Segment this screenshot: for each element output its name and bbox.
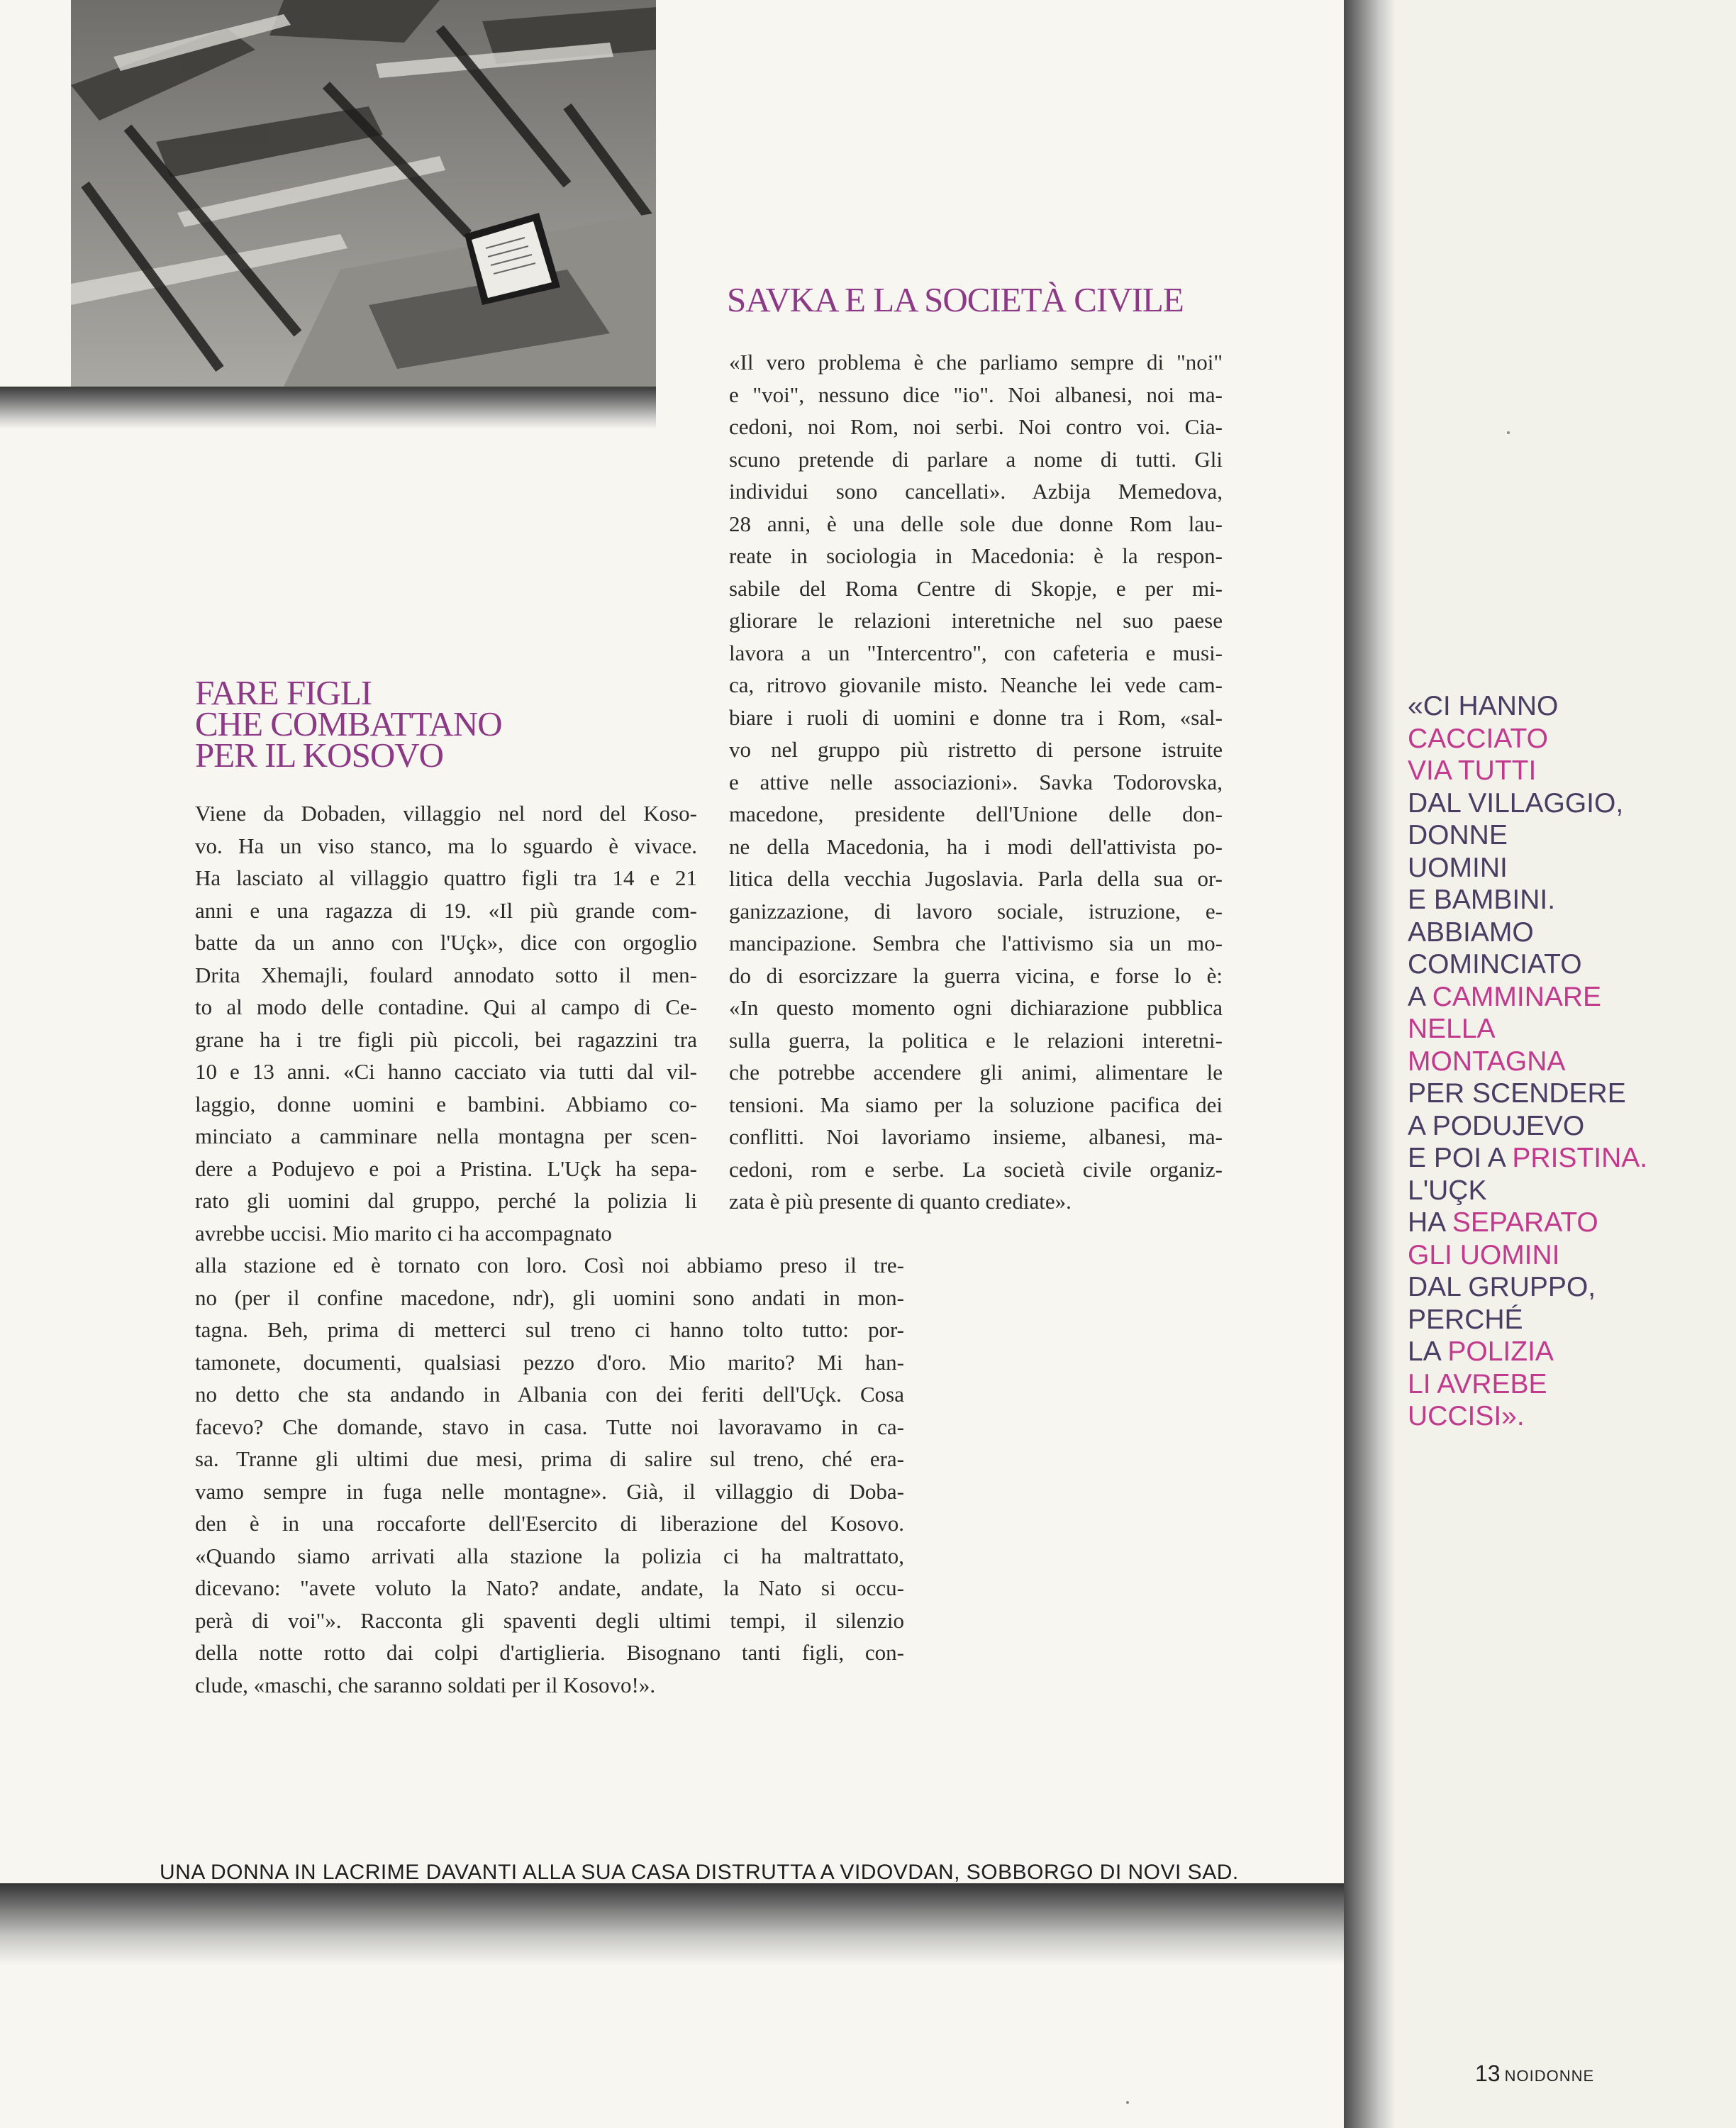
text-line: Drita Xhemajli, foulard annodato sotto il men-: [195, 962, 697, 987]
text-line: alla stazione ed è tornato con loro. Così noi abbiamo preso il tre-: [195, 1253, 904, 1278]
quote-line: [1408, 1400, 1713, 1433]
text-line: anni e una ragazza di 19. «Il più grande com-: [195, 897, 697, 923]
quote-highlight: POLIZIA: [1447, 1336, 1554, 1367]
quote-highlight: PRISTINA.: [1512, 1143, 1648, 1173]
quote-line: [1408, 884, 1713, 916]
text-line: «Il vero problema è che parliamo sempre di "noi": [729, 350, 1223, 375]
quote-text: E BAMBINI.: [1408, 885, 1556, 915]
quote-line: [1408, 1046, 1713, 1078]
text-line: biare i ruoli di uomini e donne tra i Rom, «sal-: [729, 704, 1223, 730]
quote-text: LA: [1408, 1336, 1448, 1367]
quote-text: HA: [1408, 1207, 1452, 1238]
quote-line: [1408, 1336, 1713, 1368]
article-savka-body: [729, 346, 1223, 1218]
text-line: grane ha i tre figli più piccoli, bei ragazzini tra: [195, 1026, 697, 1052]
quote-text: L'UÇK: [1408, 1175, 1487, 1206]
quote-highlight: SEPARATO: [1452, 1207, 1598, 1238]
text-line: reate in sociologia in Macedonia: è la respon-: [729, 543, 1223, 568]
text-line: macedone, presidente dell'Unione delle don-: [729, 802, 1223, 826]
text-line: vo. Ha un viso stanco, ma lo sguardo è vivace.: [195, 833, 697, 858]
text-line: avrebbe uccisi. Mio marito ci ha accompagnato: [195, 1220, 612, 1246]
pull-quote: [1408, 690, 1713, 1433]
quote-line: [1408, 1271, 1713, 1304]
quote-line: [1408, 1175, 1713, 1207]
text-line: no (per il confine macedone, ndr), gli uomini sono andati in mon-: [195, 1285, 904, 1310]
text-line: 28 anni, è una delle sole due donne Rom lau-: [729, 511, 1223, 536]
quote-line: [1408, 1304, 1713, 1336]
quote-highlight: VIA TUTTI: [1408, 755, 1537, 786]
quote-text: DAL GRUPPO,: [1408, 1272, 1596, 1302]
quote-line: [1408, 948, 1713, 981]
text-line: do di esorcizzare la guerra vicina, e forse lo è:: [729, 963, 1223, 988]
quote-text: COMINCIATO: [1408, 949, 1582, 980]
text-line: scuno pretende di parlare a nome di tutti. Gli: [729, 446, 1223, 472]
text-line: e "voi", nessuno dice "io". Noi albanesi, noi ma-: [729, 382, 1223, 407]
text-line: ca, ritrovo giovanile misto. Neanche lei vede cam-: [729, 672, 1223, 697]
quote-highlight: CAMMINARE: [1432, 981, 1602, 1012]
heading-line: FARE FIGLI: [195, 673, 372, 712]
text-line: no detto che sta andando in Albania con dei feriti dell'Uçk. Cosa: [195, 1382, 904, 1407]
quote-text: E POI A: [1408, 1143, 1513, 1173]
text-line: ne della Macedonia, ha i modi dell'attivista po-: [729, 833, 1223, 859]
text-line: sulla guerra, la politica e le relazioni interetni-: [729, 1027, 1223, 1053]
text-line: individui sono cancellati». Azbija Memedova,: [729, 479, 1223, 504]
scan-speck: [1507, 431, 1510, 434]
quote-highlight: MONTAGNA: [1408, 1046, 1566, 1077]
quote-text: A PODUJEVO: [1408, 1110, 1585, 1141]
quote-line: [1408, 1142, 1713, 1175]
scan-speck: [1126, 2101, 1129, 2104]
ghost-text-1: [681, 174, 693, 224]
text-line: mancipazione. Sembra che l'attivismo sia un mo-: [729, 931, 1223, 955]
quote-line: [1408, 819, 1713, 852]
text-line: sa. Tranne gli ultimi due mesi, prima di salire sul treno, ché era-: [195, 1446, 904, 1471]
text-line: tagna. Beh, prima di metterci sul treno ci hanno tolto tutto: por-: [195, 1317, 904, 1342]
photo-caption: UNA DONNA IN LACRIME DAVANTI ALLA SUA CASA DISTRUTTA A VIDOVDAN, SOBBORGO DI NOVI SAD.: [160, 1861, 1239, 1884]
text-line: «Quando siamo arrivati alla stazione la polizia ci ha maltrattato,: [195, 1543, 904, 1568]
rubble-photo-graphic: [71, 0, 656, 387]
quote-line: [1408, 1110, 1713, 1143]
quote-text: UOMINI: [1408, 852, 1508, 883]
heading-line: CHE COMBATTANO: [195, 704, 502, 743]
quote-text: PER SCENDERE: [1408, 1078, 1626, 1109]
text-line: den è in una roccaforte dell'Esercito di liberazione del Kosovo.: [195, 1511, 904, 1536]
text-line: laggio, donne uomini e bambini. Abbiamo co-: [195, 1091, 697, 1116]
text-line: «In questo momento ogni dichiarazione pubblica: [729, 995, 1223, 1020]
text-line: minciato a camminare nella montagna per scen-: [195, 1124, 697, 1148]
photo-rubble: [71, 0, 656, 387]
text-line: e attive nelle associazioni». Savka Todorovska,: [729, 769, 1223, 794]
text-line: zata è più presente di quanto crediate».: [729, 1189, 1072, 1214]
quote-line: [1408, 755, 1713, 787]
quote-line: [1408, 852, 1713, 885]
quote-line: [1408, 916, 1713, 949]
heading-line: PER IL KOSOVO: [195, 736, 443, 775]
text-line: to al modo delle contadine. Qui al campo di Ce-: [195, 994, 697, 1019]
text-line: tamonete, documenti, qualsiasi pezzo d'oro. Mio marito? Mi han-: [195, 1349, 904, 1375]
text-line: dere a Podujevo e poi a Pristina. L'Uçk ha sepa-: [195, 1156, 697, 1181]
quote-text: DONNE: [1408, 820, 1508, 850]
text-line: vamo sempre in fuga nelle montagne». Già, il villaggio di Doba-: [195, 1478, 904, 1504]
quote-line: [1408, 1013, 1713, 1046]
text-line: sabile del Roma Centre di Skopje, e per mi-: [729, 575, 1223, 601]
quote-line: [1408, 1207, 1713, 1239]
top-shadow-band: [0, 387, 656, 429]
text-line: 10 e 13 anni. «Ci hanno cacciato via tutti dal vil-: [195, 1059, 697, 1084]
quote-line: [1408, 787, 1713, 820]
text-line: facevo? Che domande, stavo in casa. Tutte noi lavoravamo in ca-: [195, 1414, 904, 1439]
quote-text: ABBIAMO: [1408, 916, 1534, 948]
text-line: ganizzazione, di lavoro sociale, istruzione, e-: [729, 898, 1223, 924]
quote-highlight: LI AVREBE: [1408, 1368, 1547, 1400]
quote-highlight: GLI UOMINI: [1408, 1239, 1560, 1270]
text-line: clude, «maschi, che saranno soldati per il Kosovo!».: [195, 1672, 656, 1697]
text-line: che potrebbe accendere gli animi, alimentare le: [729, 1060, 1223, 1085]
text-line: cedoni, noi Rom, noi serbi. Noi contro voi. Cia-: [729, 414, 1223, 439]
quote-highlight: UCCISI».: [1408, 1401, 1525, 1431]
text-line: perà di voi"». Racconta gli spaventi degli ultimi tempi, il silenzio: [195, 1607, 904, 1633]
article-fare-figli-continued: [195, 1249, 904, 1701]
text-line: tensioni. Ma siamo per la soluzione pacifica dei: [729, 1092, 1223, 1117]
quote-line: [1408, 690, 1713, 723]
text-line: della notte rotto dai colpi d'artiglieria. Bisognano tanti figli, con-: [195, 1640, 904, 1665]
magazine-name: NOIDONNE: [1504, 2067, 1595, 2085]
quote-text: «CI HANNO: [1408, 691, 1559, 721]
text-line: lavora a un "Intercentro", con cafeteria e musi-: [729, 640, 1223, 665]
text-line: vo nel gruppo più ristretto di persone istruite: [729, 737, 1223, 762]
page-number: 13: [1475, 2061, 1501, 2086]
heading-savka: SAVKA E LA SOCIETÀ CIVILE: [727, 280, 1184, 319]
quote-line: [1408, 1239, 1713, 1272]
quote-text: DAL VILLAGGIO,: [1408, 787, 1624, 819]
quote-highlight: NELLA: [1408, 1014, 1496, 1044]
text-line: gliorare le relazioni interetniche nel suo paese: [729, 608, 1223, 633]
quote-text: A: [1408, 981, 1432, 1012]
article-fare-figli-body: [195, 797, 697, 1249]
bottom-shadow-band: [0, 1883, 1344, 1965]
quote-line: [1408, 981, 1713, 1014]
text-line: dicevano: "avete voluto la Nato? andate, andate, la Nato si occu-: [195, 1575, 904, 1600]
quote-highlight: CACCIATO: [1408, 723, 1548, 754]
text-line: batte da un anno con l'Uçk», dice con orgoglio: [195, 930, 697, 955]
page-folio: [1475, 2061, 1594, 2087]
text-line: litica della vecchia Jugoslavia. Parla della sua or-: [729, 866, 1223, 891]
quote-line: [1408, 723, 1713, 755]
quote-line: [1408, 1368, 1713, 1401]
quote-line: [1408, 1077, 1713, 1110]
quote-text: PERCHÉ: [1408, 1304, 1523, 1335]
text-line: conflitti. Noi lavoriamo insieme, albanesi, ma-: [729, 1124, 1223, 1149]
text-line: Ha lasciato al villaggio quattro figli tra 14 e 21: [195, 865, 697, 890]
text-line: Viene da Dobaden, villaggio nel nord del Koso-: [195, 801, 697, 826]
text-line: rato gli uomini dal gruppo, perché la polizia li: [195, 1188, 697, 1213]
text-line: cedoni, rom e serbe. La società civile organiz-: [729, 1156, 1223, 1182]
heading-fare-figli: [195, 673, 502, 775]
vertical-shadow-band: [1344, 0, 1395, 2128]
